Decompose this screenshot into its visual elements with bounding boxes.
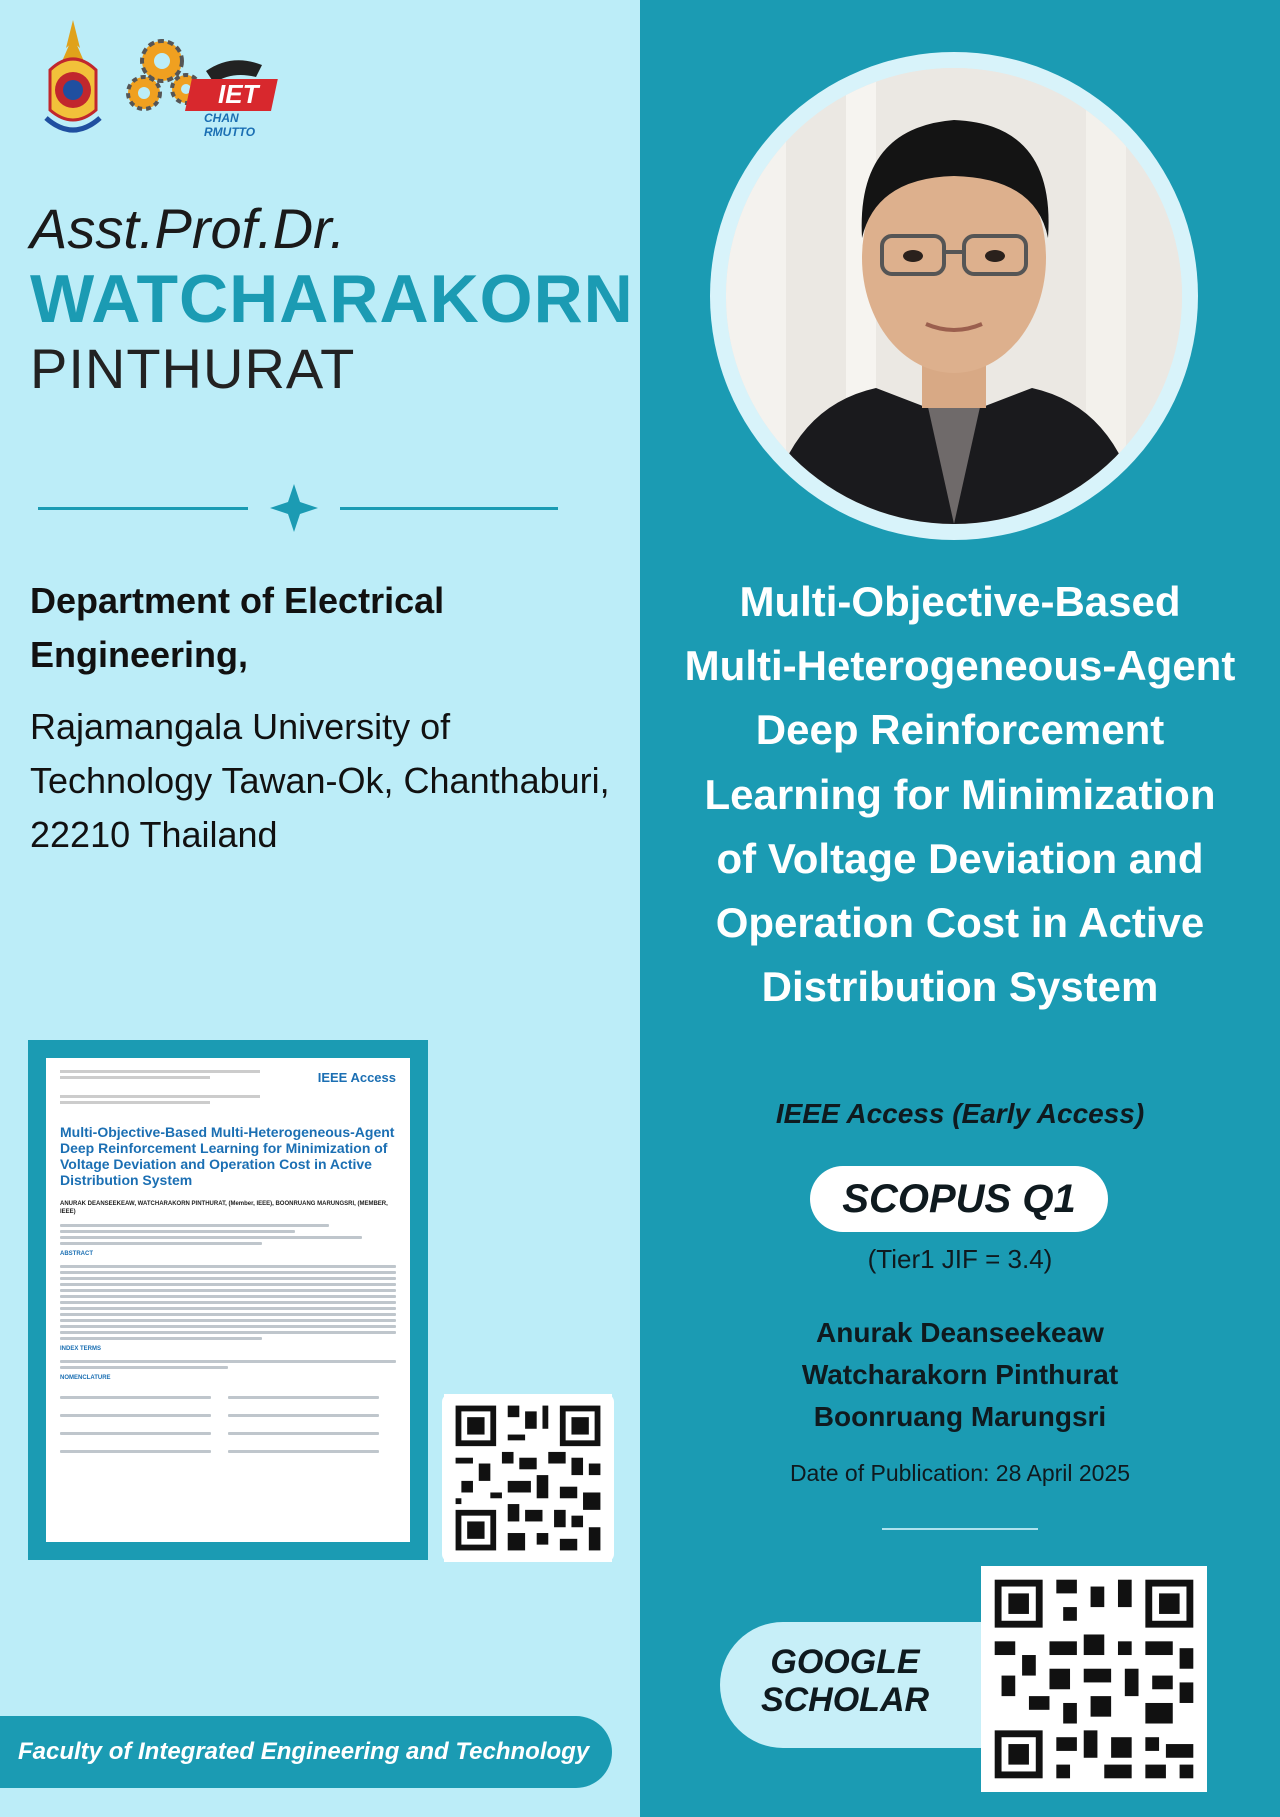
nomenclature-lines	[60, 1389, 396, 1461]
iet-logo	[122, 31, 292, 139]
author-name: Watcharakorn Pinthurat	[801, 1359, 1119, 1390]
qr-code-icon	[981, 1566, 1207, 1792]
index-terms-label: INDEX TERMS	[60, 1346, 102, 1352]
affiliation-lines	[60, 1224, 396, 1245]
faculty-banner: Faculty of Integrated Engineering and Technology	[0, 1716, 612, 1788]
author-name: Anurak Deanseekeaw	[816, 1317, 1104, 1348]
jif-value: (Tier1 JIF = 3.4)	[867, 1244, 1053, 1274]
portrait-avatar	[726, 68, 1182, 524]
iet-logo-text: IET	[218, 79, 259, 109]
divider-line	[882, 1528, 1038, 1530]
publication-date: Date of Publication: 28 April 2025	[789, 1460, 1131, 1486]
iet-logo-subtext: CHAN RMUTTO	[204, 111, 256, 139]
logos	[38, 18, 292, 144]
google-scholar-label[interactable]: GOOGLE SCHOLAR	[720, 1622, 1020, 1748]
abstract-label: ABSTRACT	[60, 1251, 93, 1257]
paper-qr-code[interactable]	[442, 1394, 614, 1562]
scopus-badge: SCOPUS Q1	[810, 1166, 1108, 1232]
nomenclature-label: NOMENCLATURE	[60, 1375, 111, 1381]
journal-name: IEEE Access (Early Access)	[775, 1098, 1145, 1129]
scholar-qr-code[interactable]	[981, 1566, 1207, 1792]
paper-preview-authors: ANURAK DEANSEEKEAW, WATCHARAKORN PINTHURAT, (Member, IEEE), BOONRUANG MARUNGSRI, (MEMBER, IEEE)	[60, 1201, 388, 1215]
ornament-divider	[38, 480, 558, 536]
profile-photo	[726, 68, 1182, 524]
paper-meta	[60, 1095, 396, 1104]
index-lines	[60, 1360, 396, 1369]
university-seal-logo	[38, 18, 108, 144]
first-name: WATCHARAKORN	[30, 261, 634, 337]
department: Department of Electrical Engineering,	[30, 580, 445, 675]
qr-code-icon	[442, 1394, 614, 1562]
paper-preview[interactable]	[28, 1040, 428, 1560]
authors-list	[680, 1312, 1240, 1438]
sparkle-icon	[270, 484, 318, 532]
university-address: Rajamangala University of Technology Tawan-Ok, Chanthaburi, 22210 Thailand	[30, 706, 610, 855]
author-name: Boonruang Marungsri	[813, 1401, 1107, 1432]
last-name: PINTHURAT	[30, 337, 356, 400]
publication-title: Multi-Objective-Based Multi-Heterogeneous-Agent Deep Reinforcement Learning for Minimization of Voltage Deviation and Operation Cost in Active Distribution System	[684, 578, 1236, 1011]
ieee-access-logo: IEEE Access	[317, 1070, 396, 1085]
abstract-lines	[60, 1265, 396, 1340]
paper-page	[46, 1058, 410, 1542]
title-prefix: Asst.Prof.Dr.	[30, 197, 346, 260]
paper-preview-title: Multi-Objective-Based Multi-Heterogeneous-Agent Deep Reinforcement Learning for Minimization of Voltage Deviation and Operation Cost in Active Distribution System	[60, 1124, 395, 1188]
